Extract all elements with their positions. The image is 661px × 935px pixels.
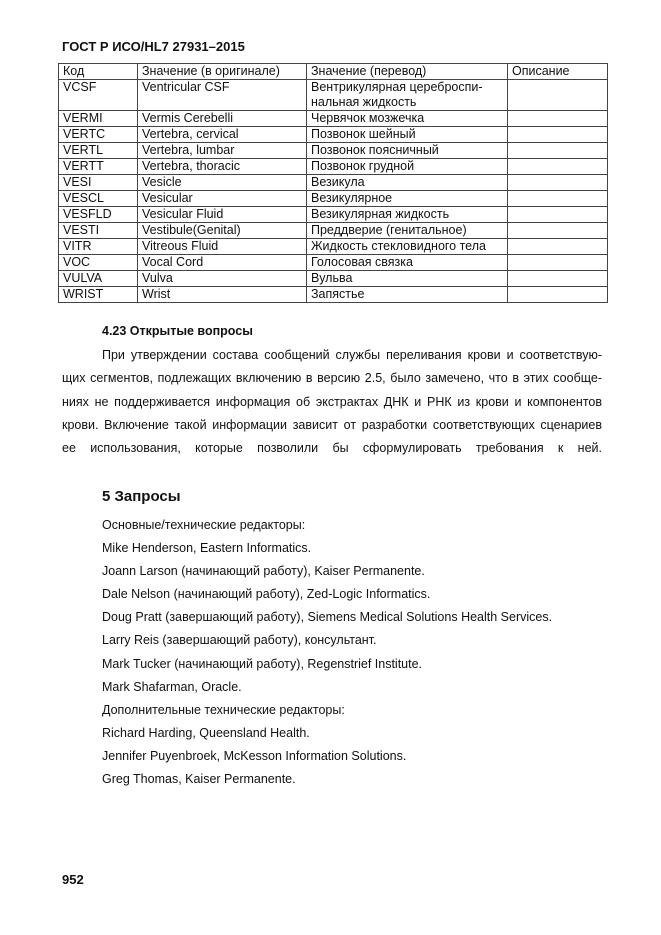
table-cell: Запястье xyxy=(307,287,508,303)
section-heading: 5 Запросы xyxy=(102,488,181,505)
table-cell: Вентрикулярная цереброспи- нальная жидкость xyxy=(307,80,508,111)
table-cell: VERTT xyxy=(59,159,138,175)
table-cell xyxy=(508,287,608,303)
table-cell: Vesicle xyxy=(138,175,307,191)
list-item: Doug Pratt (завершающий работу), Siemens Medical Solutions Health Services. xyxy=(102,610,553,625)
table-row xyxy=(59,271,608,287)
table-cell: Vulva xyxy=(138,271,307,287)
table-cell: Преддверие (генитальное) xyxy=(307,223,508,239)
column-header: Значение (перевод) xyxy=(307,64,508,80)
table-cell: VERMI xyxy=(59,111,138,127)
table-cell: VESTI xyxy=(59,223,138,239)
table-cell: Wrist xyxy=(138,287,307,303)
table-cell xyxy=(508,175,608,191)
table-cell xyxy=(508,255,608,271)
list-item: Richard Harding, Queensland Health. xyxy=(102,725,310,740)
table-cell xyxy=(508,271,608,287)
list-item: Дополнительные технические редакторы: xyxy=(102,702,345,717)
table-cell: Vestibule(Genital) xyxy=(138,223,307,239)
table-header-row xyxy=(59,64,608,80)
table-row xyxy=(59,159,608,175)
table-row xyxy=(59,80,608,111)
list-item: Основные/технические редакторы: xyxy=(102,518,306,532)
table-cell: Червячок мозжечка xyxy=(307,111,508,127)
table-cell: VERTC xyxy=(59,127,138,143)
table-cell: Голосовая связка xyxy=(307,255,508,271)
table-cell: Vesicular Fluid xyxy=(138,207,307,223)
table-cell: Позвонок шейный xyxy=(307,127,508,143)
table-row xyxy=(59,255,608,271)
table-cell: Везикулярное xyxy=(307,191,508,207)
list-item: Greg Thomas, Kaiser Permanente. xyxy=(102,772,296,787)
table-cell: Вульва xyxy=(307,271,508,287)
table-cell: Позвонок грудной xyxy=(307,159,508,175)
table-row xyxy=(59,143,608,159)
list-item: Mark Tucker (начинающий работу), Regenstrief Institute. xyxy=(102,656,423,671)
code-table xyxy=(58,63,608,303)
paragraph xyxy=(62,344,602,460)
document-header: ГОСТ Р ИСО/HL7 27931–2015 xyxy=(62,39,245,54)
table-row xyxy=(59,239,608,255)
paragraph-line: ниях не поддерживается информация об экстрактах ДНК и РНК из крови и компонентов xyxy=(62,394,602,409)
table-cell xyxy=(508,223,608,239)
list-item: Dale Nelson (начинающий работу), Zed-Logic Informatics. xyxy=(102,587,431,602)
table-cell xyxy=(508,143,608,159)
table-row xyxy=(59,111,608,127)
table-cell: Vitreous Fluid xyxy=(138,239,307,255)
list-item: Joann Larson (начинающий работу), Kaiser Permanente. xyxy=(102,564,425,579)
table-cell xyxy=(508,111,608,127)
table-cell: Vertebra, thoracic xyxy=(138,159,307,175)
table-cell: Vertebra, lumbar xyxy=(138,143,307,159)
table-cell: Везикула xyxy=(307,175,508,191)
table-cell: VOC xyxy=(59,255,138,271)
table-cell: Ventricular CSF xyxy=(138,80,307,111)
table-cell: VITR xyxy=(59,239,138,255)
section-heading: 4.23 Открытые вопросы xyxy=(102,324,253,338)
list-item: Mike Henderson, Eastern Informatics. xyxy=(102,541,312,556)
table-row xyxy=(59,175,608,191)
table-cell: Vermis Cerebelli xyxy=(138,111,307,127)
paragraph-line: ее использования, которые позволили бы сформулировать требования к ней. xyxy=(62,441,602,456)
table-row xyxy=(59,223,608,239)
table-row xyxy=(59,287,608,303)
page-number: 952 xyxy=(62,872,84,887)
table-cell: Везикулярная жидкость xyxy=(307,207,508,223)
table-cell: Жидкость стекловидного тела xyxy=(307,239,508,255)
table-cell: VESFLD xyxy=(59,207,138,223)
table-cell: VESCL xyxy=(59,191,138,207)
paragraph-line: При утверждении состава сообщений службы переливания крови и соответствую- xyxy=(102,348,602,362)
table-cell xyxy=(508,207,608,223)
table-cell: VULVA xyxy=(59,271,138,287)
table-cell: VERTL xyxy=(59,143,138,159)
table-cell: VCSF xyxy=(59,80,138,111)
table-cell: Vocal Cord xyxy=(138,255,307,271)
table-cell: Vesicular xyxy=(138,191,307,207)
table-cell xyxy=(508,80,608,111)
table-cell: Vertebra, cervical xyxy=(138,127,307,143)
list-item: Larry Reis (завершающий работу), консультант. xyxy=(102,633,377,648)
table-cell xyxy=(508,191,608,207)
column-header: Описание xyxy=(508,64,608,80)
editors-list xyxy=(102,514,552,791)
table-cell xyxy=(508,239,608,255)
table-row xyxy=(59,127,608,143)
table-cell: Позвонок поясничный xyxy=(307,143,508,159)
column-header: Код xyxy=(59,64,138,80)
paragraph-line: щих сегментов, подлежащих включению в версию 2.5, было замечено, что в этих сообще- xyxy=(62,371,602,386)
table-cell: WRIST xyxy=(59,287,138,303)
list-item: Jennifer Puyenbroek, McKesson Information Solutions. xyxy=(102,748,407,763)
table-row xyxy=(59,207,608,223)
table-cell xyxy=(508,159,608,175)
paragraph-line: крови. Включение такой информации зависит от разработки соответствующих сценариев xyxy=(62,417,602,432)
table-row xyxy=(59,191,608,207)
column-header: Значение (в оригинале) xyxy=(138,64,307,80)
list-item: Mark Shafarman, Oracle. xyxy=(102,679,242,694)
table-cell xyxy=(508,127,608,143)
table-cell: VESI xyxy=(59,175,138,191)
